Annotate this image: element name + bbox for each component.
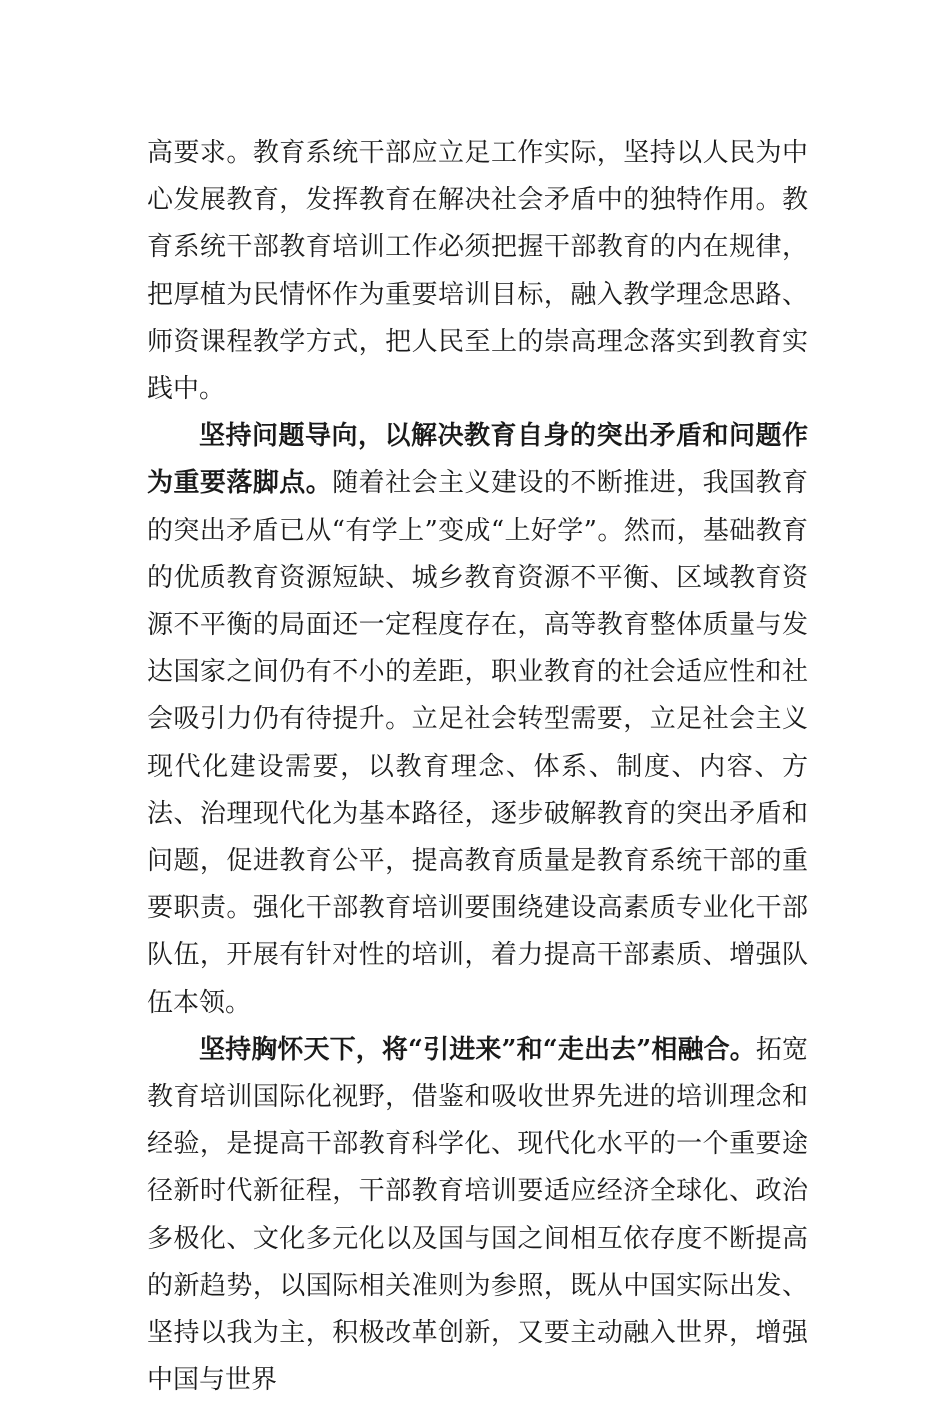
- paragraph-2-lead: 坚持问题导向，以解决教育自身的突出矛盾和问题作为重要落脚点。: [147, 421, 808, 499]
- paragraph-1: [147, 130, 808, 413]
- paragraph-3-lead: 坚持胸怀天下，将“引进来”和“走出去”相融合。: [199, 1034, 756, 1065]
- paragraph-1-text: 高要求。教育系统干部应立足工作实际，坚持以人民为中心发展教育，发挥教育在解决社会矛盾中的独特作用。教育系统干部教育培训工作必须把握干部教育的内在规律，把厚植为民情怀作为重要培训目标，融入教学理念思路、师资课程教学方式，把人民至上的崇高理念落实到教育实践中。: [147, 138, 808, 405]
- document-body: [147, 130, 808, 1404]
- paragraph-3-text: 拓宽教育培训国际化视野，借鉴和吸收世界先进的培训理念和经验，是提高干部教育科学化、现代化水平的一个重要途径新时代新征程，干部教育培训要适应经济全球化、政治多极化、文化多元化以及国与国之间相互依存度不断提高的新趋势，以国际相关准则为参照，既从中国实际出发、坚持以我为主，积极改革创新，又要主动融入世界，增强中国与世界: [147, 1034, 808, 1396]
- paragraph-2: [147, 413, 808, 1027]
- paragraph-2-text: 随着社会主义建设的不断推进，我国教育的突出矛盾已从“有学上”变成“上好学”。然而，基础教育的优质教育资源短缺、城乡教育资源不平衡、区域教育资源不平衡的局面还一定程度存在，高等教育整体质量与发达国家之间仍有不小的差距，职业教育的社会适应性和社会吸引力仍有待提升。立足社会转型需要，立足社会主义现代化建设需要，以教育理念、体系、制度、内容、方法、治理现代化为基本路径，逐步破解教育的突出矛盾和问题，促进教育公平，提高教育质量是教育系统干部的重要职责。强化干部教育培训要围绕建设高素质专业化干部队伍，开展有针对性的培训，着力提高干部素质、增强队伍本领。: [147, 468, 808, 1018]
- paragraph-3: [147, 1027, 808, 1404]
